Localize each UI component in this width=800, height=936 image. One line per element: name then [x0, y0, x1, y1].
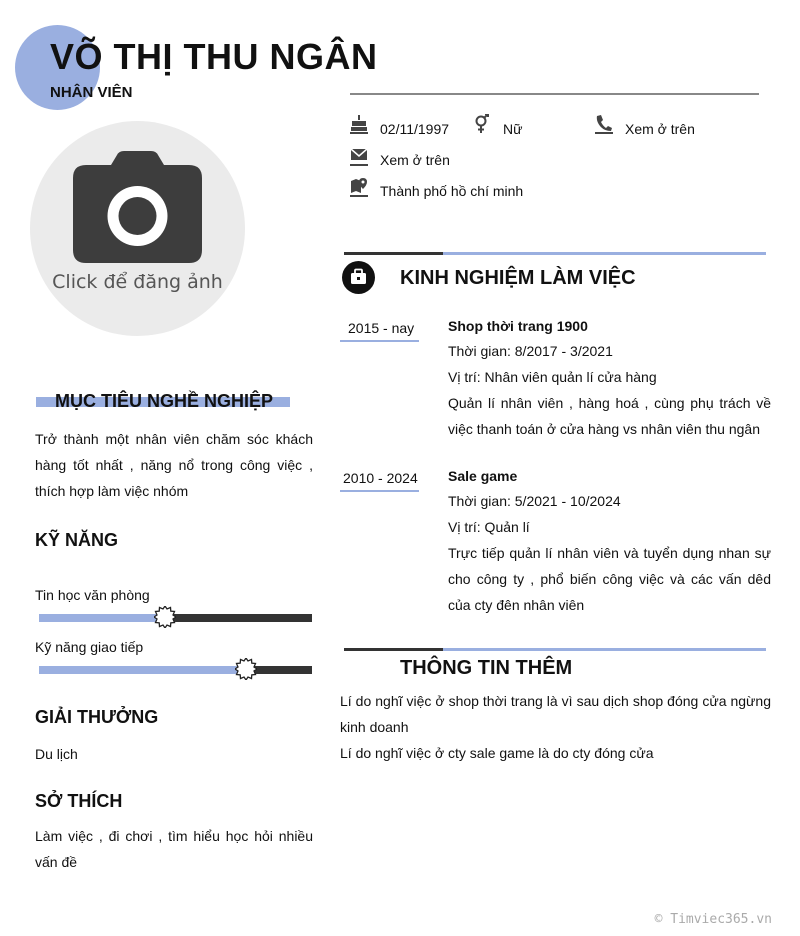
skill-name[interactable]: Kỹ năng giao tiếp: [35, 639, 144, 655]
additional-divider-dark: [344, 648, 443, 651]
job-company[interactable]: Sale game: [448, 468, 518, 484]
skill-track: [39, 614, 312, 622]
photo-upload-label: Click để đăng ảnh: [52, 271, 223, 293]
hobbies-title: SỞ THÍCH: [35, 791, 123, 811]
experience-divider-light: [443, 252, 766, 255]
additional-divider-light: [443, 648, 766, 651]
footer-watermark: © Timviec365.vn: [654, 912, 772, 927]
job-time[interactable]: Thời gian: 5/2021 - 10/2024: [448, 493, 621, 509]
birthday-text[interactable]: 02/11/1997: [380, 121, 450, 137]
experience-divider-dark: [344, 252, 443, 255]
phone-text[interactable]: Xem ở trên: [625, 121, 695, 137]
hobbies-text[interactable]: Làm việc , đi chơi , tìm hiểu học hỏi nhiều vấn đề: [35, 828, 313, 870]
skills-title: KỸ NĂNG: [35, 530, 119, 550]
phone-icon: [595, 114, 613, 134]
job-period[interactable]: 2015 - nay: [348, 320, 415, 336]
skill-track: [39, 666, 312, 674]
gender-icon: [473, 114, 491, 134]
career-goal-title: MỤC TIÊU NGHỀ NGHIỆP: [55, 391, 274, 411]
job-period-underline: [340, 490, 419, 492]
map-pin-icon: [350, 177, 368, 197]
career-goal-text[interactable]: Trở thành một nhân viên chăm sóc khách hàng tốt nhất , năng nổ trong công việc , thích hợp làm việc nhóm: [35, 431, 313, 499]
job-period[interactable]: 2010 - 2024: [343, 470, 418, 486]
gender-text[interactable]: Nữ: [503, 121, 523, 137]
job-description[interactable]: Trực tiếp quản lí nhân viên và tuyển dụng nhan sự cho công ty , phổ biến công việc và các vấn dêd của cty đên nhân viên: [448, 545, 771, 613]
email-text[interactable]: Xem ở trên: [380, 152, 450, 168]
candidate-name[interactable]: VÕ THỊ THU NGÂN: [50, 36, 378, 77]
job-description[interactable]: Quản lí nhân viên , hàng hoá , cùng phụ trách về việc thanh toán ở cửa hàng vs nhân viên thu ngân: [448, 395, 771, 437]
cake-icon: [350, 114, 368, 134]
header-divider: [350, 93, 759, 95]
skill-name[interactable]: Tin học văn phòng: [35, 587, 150, 603]
photo-upload[interactable]: [30, 121, 245, 336]
additional-line[interactable]: Lí do nghĩ việc ở shop thời trang là vì sau dịch shop đóng cửa ngừng kinh doanh: [340, 693, 771, 735]
additional-title: THÔNG TIN THÊM: [400, 657, 573, 679]
additional-line[interactable]: Lí do nghĩ việc ở cty sale game là do cty đóng cửa: [340, 745, 654, 761]
awards-text[interactable]: Du lịch: [35, 746, 78, 762]
awards-title: GIẢI THƯỞNG: [35, 707, 159, 727]
job-position[interactable]: Vị trí: Nhân viên quản lí cửa hàng: [448, 369, 657, 385]
candidate-title[interactable]: NHÂN VIÊN: [50, 84, 133, 101]
job-company[interactable]: Shop thời trang 1900: [448, 318, 588, 334]
slider-knob-icon[interactable]: [154, 606, 176, 628]
address-text[interactable]: Thành phố hồ chí minh: [380, 183, 524, 199]
skill-fill: [39, 614, 165, 622]
job-period-underline: [340, 340, 419, 342]
job-position[interactable]: Vị trí: Quản lí: [448, 519, 530, 535]
job-time[interactable]: Thời gian: 8/2017 - 3/2021: [448, 343, 613, 359]
experience-title: KINH NGHIỆM LÀM VIỆC: [400, 267, 636, 289]
mail-icon: [350, 146, 368, 166]
skill-fill: [39, 666, 246, 674]
slider-knob-icon[interactable]: [235, 658, 257, 680]
camera-icon: [73, 151, 202, 263]
briefcase-icon: [342, 261, 375, 294]
